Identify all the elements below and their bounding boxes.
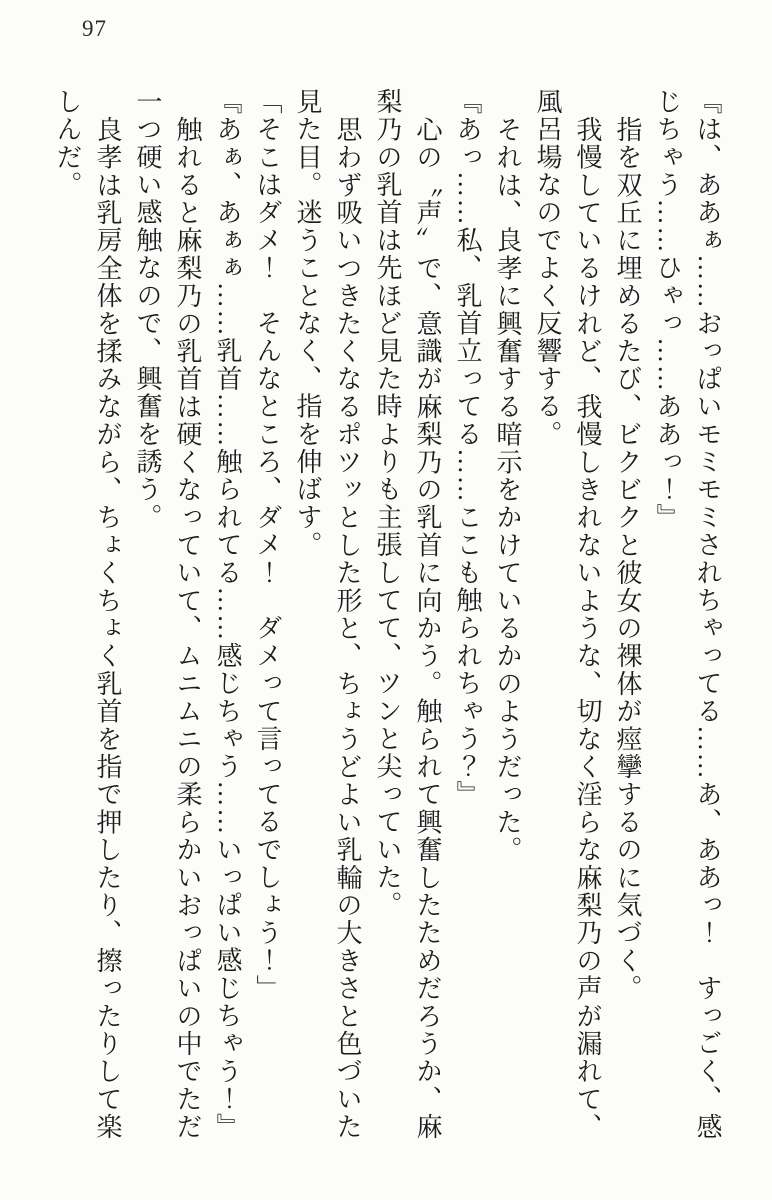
paragraph-dialogue-3: 「そこはダメ！ そんなところ、ダメ！ ダメって言ってるでしょう！」 [253,88,282,1003]
paragraph-narrative-2: 我慢しているけれど、我慢しきれないような、切なく淫らな麻梨乃の声が漏れて、風呂場なのでよく反響する。 [533,88,602,1141]
paragraph-dialogue-1: 『は、ああぁ……おっぱいモミモミされちゃってる……あ、ああっ！ すっごく、感じちゃう……ひゃっ……ああっ！』 [653,88,722,1141]
paragraph-narrative-4: 心の〝声〟で、意識が麻梨乃の乳首に向かう。触られて興奮したためだろうか、麻梨乃の乳首は先ほど見た時よりも主張してて、ツンと尖っていた。 [373,88,442,1141]
page-number: 97 [82,16,107,41]
paragraph-narrative-7: 良孝は乳房全体を揉みながら、ちょくちょく乳首を指で押したり、擦ったりして楽しんだ。 [53,88,122,1141]
vertical-text-block [47,88,727,1148]
paragraph-dialogue-4: 『あぁ、あぁぁ……乳首……触られてる……感じちゃう……いっぱい感じちゃう！』 [213,88,242,1141]
paragraph-narrative-5: 思わず吸いつきたくなるポツッとした形と、ちょうどよい乳輪の大きさと色づいた見た目。迷うことなく、指を伸ばす。 [293,88,362,1141]
paragraph-narrative-3: それは、良孝に興奮する暗示をかけているかのようだった。 [493,116,522,864]
paragraph-narrative-6: 触れると麻梨乃の乳首は硬くなっていて、ムニムニの柔らかいおっぱいの中でただ一つ硬い感触なので、興奮を誘う。 [133,88,202,1141]
paragraph-narrative-1: 指を双丘に埋めるたび、ビクビクと彼女の裸体が痙攣するのに気づく。 [613,116,642,1003]
paragraph-dialogue-2: 『あっ……私、乳首立ってる……ここも触られちゃう？』 [453,88,482,809]
